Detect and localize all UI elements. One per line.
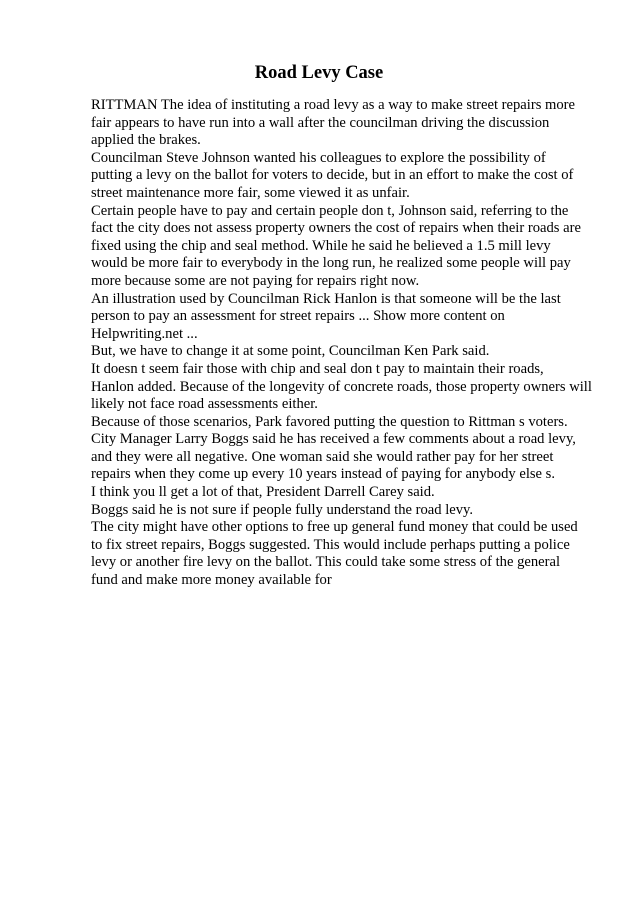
body-line: fixed using the chip and seal method. While he said he believed a 1.5 mill levy xyxy=(91,237,551,254)
body-line: Councilman Steve Johnson wanted his colleagues to explore the possibility of xyxy=(91,149,546,166)
body-line: Because of those scenarios, Park favored putting the question to Rittman s voters. xyxy=(91,413,568,430)
body-line: repairs when they come up every 10 years instead of paying for anybody else s. xyxy=(91,466,556,483)
body-line: I think you ll get a lot of that, President Darrell Carey said. xyxy=(91,484,435,501)
body-line: putting a levy on the ballot for voters to decide, but in an effort to make the cost of xyxy=(91,167,574,184)
body-line: The city might have other options to free up general fund money that could be used xyxy=(91,519,578,536)
document-title: Road Levy Case xyxy=(254,63,384,83)
body-line: more because some are not paying for repairs right now. xyxy=(91,272,420,289)
body-line: would be more fair to everybody in the long run, he realized some people will pay xyxy=(91,255,571,272)
body-line: An illustration used by Councilman Rick Hanlon is that someone will be the last xyxy=(91,290,561,307)
body-line: applied the brakes. xyxy=(91,132,201,149)
body-line: Boggs said he is not sure if people fully understand the road levy. xyxy=(91,501,474,518)
body-line: fair appears to have run into a wall after the councilman driving the discussion xyxy=(91,114,550,131)
body-line: City Manager Larry Boggs said he has received a few comments about a road levy, xyxy=(91,431,576,448)
body-line: fund and make more money available for xyxy=(91,572,332,589)
body-line: person to pay an assessment for street repairs ... Show more content on xyxy=(91,308,505,325)
document-body xyxy=(91,97,591,590)
body-line: Helpwriting.net ... xyxy=(91,325,198,342)
body-line: fact the city does not assess property owners the cost of repairs when their roads are xyxy=(91,220,581,237)
body-line: RITTMAN The idea of instituting a road levy as a way to make street repairs more xyxy=(91,97,576,113)
body-line: Hanlon added. Because of the longevity of concrete roads, those property owners will xyxy=(91,378,592,395)
body-line: But, we have to change it at some point, Councilman Ken Park said. xyxy=(91,343,490,360)
body-line: and they were all negative. One woman said she would rather pay for her street xyxy=(91,448,554,465)
body-line: It doesn t seem fair those with chip and seal don t pay to maintain their roads, xyxy=(91,360,544,377)
body-line: Certain people have to pay and certain people don t, Johnson said, referring to the xyxy=(91,202,569,219)
body-line: street maintenance more fair, some viewed it as unfair. xyxy=(91,184,410,201)
body-line: to fix street repairs, Boggs suggested. This would include perhaps putting a police xyxy=(91,536,570,553)
body-line: levy or another fire levy on the ballot. This could take some stress of the general xyxy=(91,554,561,571)
body-line: likely not face road assessments either. xyxy=(91,396,318,413)
